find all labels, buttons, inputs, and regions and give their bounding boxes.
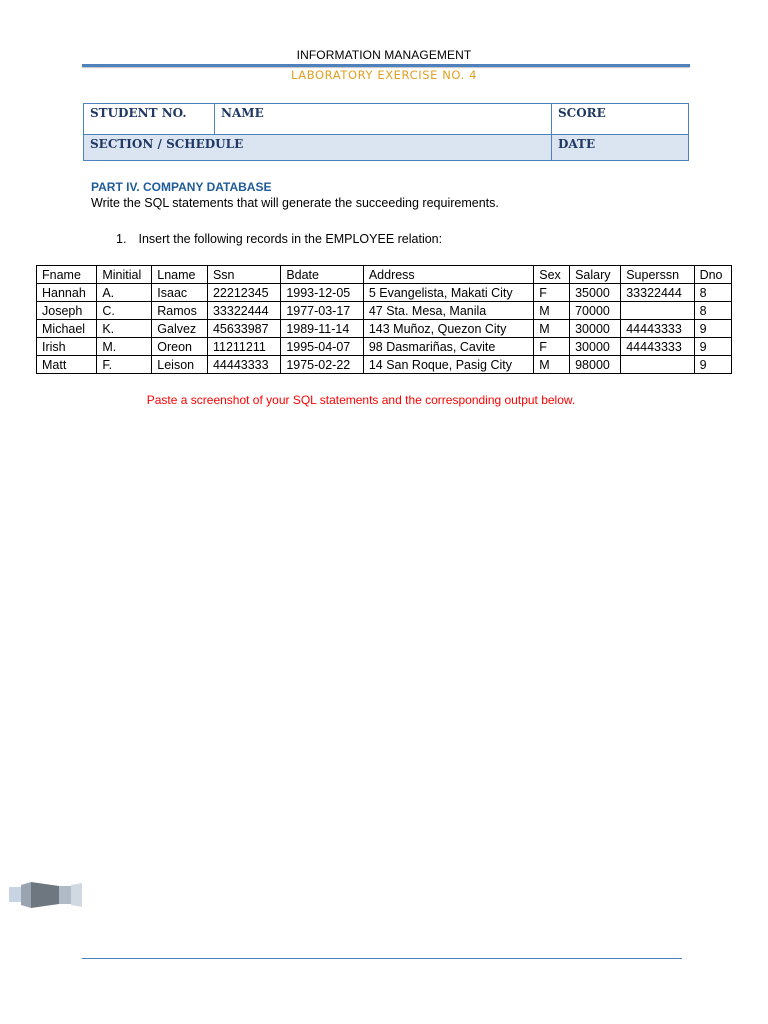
section-schedule-label: SECTION / SCHEDULE — [84, 135, 552, 161]
table-cell: 1995-04-07 — [281, 338, 364, 356]
table-cell: 1993-12-05 — [281, 284, 364, 302]
table-row — [37, 302, 732, 320]
footer-logo — [9, 880, 83, 915]
column-header: Superssn — [621, 266, 694, 284]
table-cell: 1977-03-17 — [281, 302, 364, 320]
table-cell: M — [534, 320, 570, 338]
column-header: Salary — [570, 266, 621, 284]
table-cell: 44443333 — [621, 320, 694, 338]
table-cell: 14 San Roque, Pasig City — [363, 356, 533, 374]
column-header: Minitial — [97, 266, 152, 284]
document-header-subtitle: LABORATORY EXERCISE NO. 4 — [290, 68, 478, 82]
table-cell: Leison — [152, 356, 208, 374]
table-cell: 47 Sta. Mesa, Manila — [363, 302, 533, 320]
table-cell: 44443333 — [621, 338, 694, 356]
table-cell: 9 — [694, 338, 731, 356]
list-item-text: Insert the following records in the EMPLOYEE relation: — [138, 232, 443, 246]
table-cell: 5 Evangelista, Makati City — [363, 284, 533, 302]
table-cell: M. — [97, 338, 152, 356]
table-cell: 33322444 — [621, 284, 694, 302]
table-cell: Joseph — [37, 302, 97, 320]
student-no-label: STUDENT NO. — [84, 104, 215, 135]
table-cell: C. — [97, 302, 152, 320]
table-cell: 9 — [694, 320, 731, 338]
table-cell: 98000 — [570, 356, 621, 374]
table-cell: 22212345 — [207, 284, 280, 302]
list-item — [116, 232, 442, 246]
student-info-table — [83, 103, 689, 161]
table-cell: 8 — [694, 302, 731, 320]
table-cell: 143 Muñoz, Quezon City — [363, 320, 533, 338]
date-label: DATE — [552, 135, 689, 161]
table-cell: M — [534, 302, 570, 320]
part-title: PART IV. COMPANY DATABASE — [91, 180, 272, 194]
table-cell: 35000 — [570, 284, 621, 302]
table-cell: 44443333 — [207, 356, 280, 374]
section-info-row — [84, 135, 689, 161]
table-cell: 1975-02-22 — [281, 356, 364, 374]
footer-rule — [82, 958, 682, 959]
paste-instruction-note: Paste a screenshot of your SQL statements and the corresponding output below. — [146, 393, 576, 407]
table-cell: Isaac — [152, 284, 208, 302]
table-cell: 98 Dasmariñas, Cavite — [363, 338, 533, 356]
table-cell: Ramos — [152, 302, 208, 320]
table-row — [37, 338, 732, 356]
column-header: Sex — [534, 266, 570, 284]
column-header: Address — [363, 266, 533, 284]
table-cell: F — [534, 338, 570, 356]
table-cell: 9 — [694, 356, 731, 374]
table-cell: 45633987 — [207, 320, 280, 338]
table-cell: 30000 — [570, 338, 621, 356]
table-cell: 1989-11-14 — [281, 320, 364, 338]
table-cell: 8 — [694, 284, 731, 302]
table-cell: 70000 — [570, 302, 621, 320]
table-cell: F. — [97, 356, 152, 374]
name-label: NAME — [215, 104, 552, 135]
table-row — [37, 284, 732, 302]
column-header: Dno — [694, 266, 731, 284]
table-cell: 11211211 — [207, 338, 280, 356]
document-header-title: INFORMATION MANAGEMENT — [296, 48, 472, 62]
student-info-row — [84, 104, 689, 135]
employee-table-header-row — [37, 266, 732, 284]
table-cell: K. — [97, 320, 152, 338]
score-label: SCORE — [552, 104, 689, 135]
column-header: Bdate — [281, 266, 364, 284]
table-cell: Galvez — [152, 320, 208, 338]
instruction-text: Write the SQL statements that will generate the succeeding requirements. — [91, 196, 499, 210]
column-header: Ssn — [207, 266, 280, 284]
table-cell — [621, 356, 694, 374]
employee-table — [36, 265, 732, 374]
column-header: Lname — [152, 266, 208, 284]
table-cell: 33322444 — [207, 302, 280, 320]
table-cell: Oreon — [152, 338, 208, 356]
table-cell: Irish — [37, 338, 97, 356]
column-header: Fname — [37, 266, 97, 284]
list-item-number: 1. — [116, 232, 127, 246]
table-cell: 30000 — [570, 320, 621, 338]
table-cell: A. — [97, 284, 152, 302]
table-row — [37, 356, 732, 374]
employee-table-body — [37, 284, 732, 374]
table-cell: Michael — [37, 320, 97, 338]
table-cell: F — [534, 284, 570, 302]
table-cell — [621, 302, 694, 320]
table-cell: Hannah — [37, 284, 97, 302]
table-cell: Matt — [37, 356, 97, 374]
table-row — [37, 320, 732, 338]
header-rule — [82, 64, 690, 67]
table-cell: M — [534, 356, 570, 374]
